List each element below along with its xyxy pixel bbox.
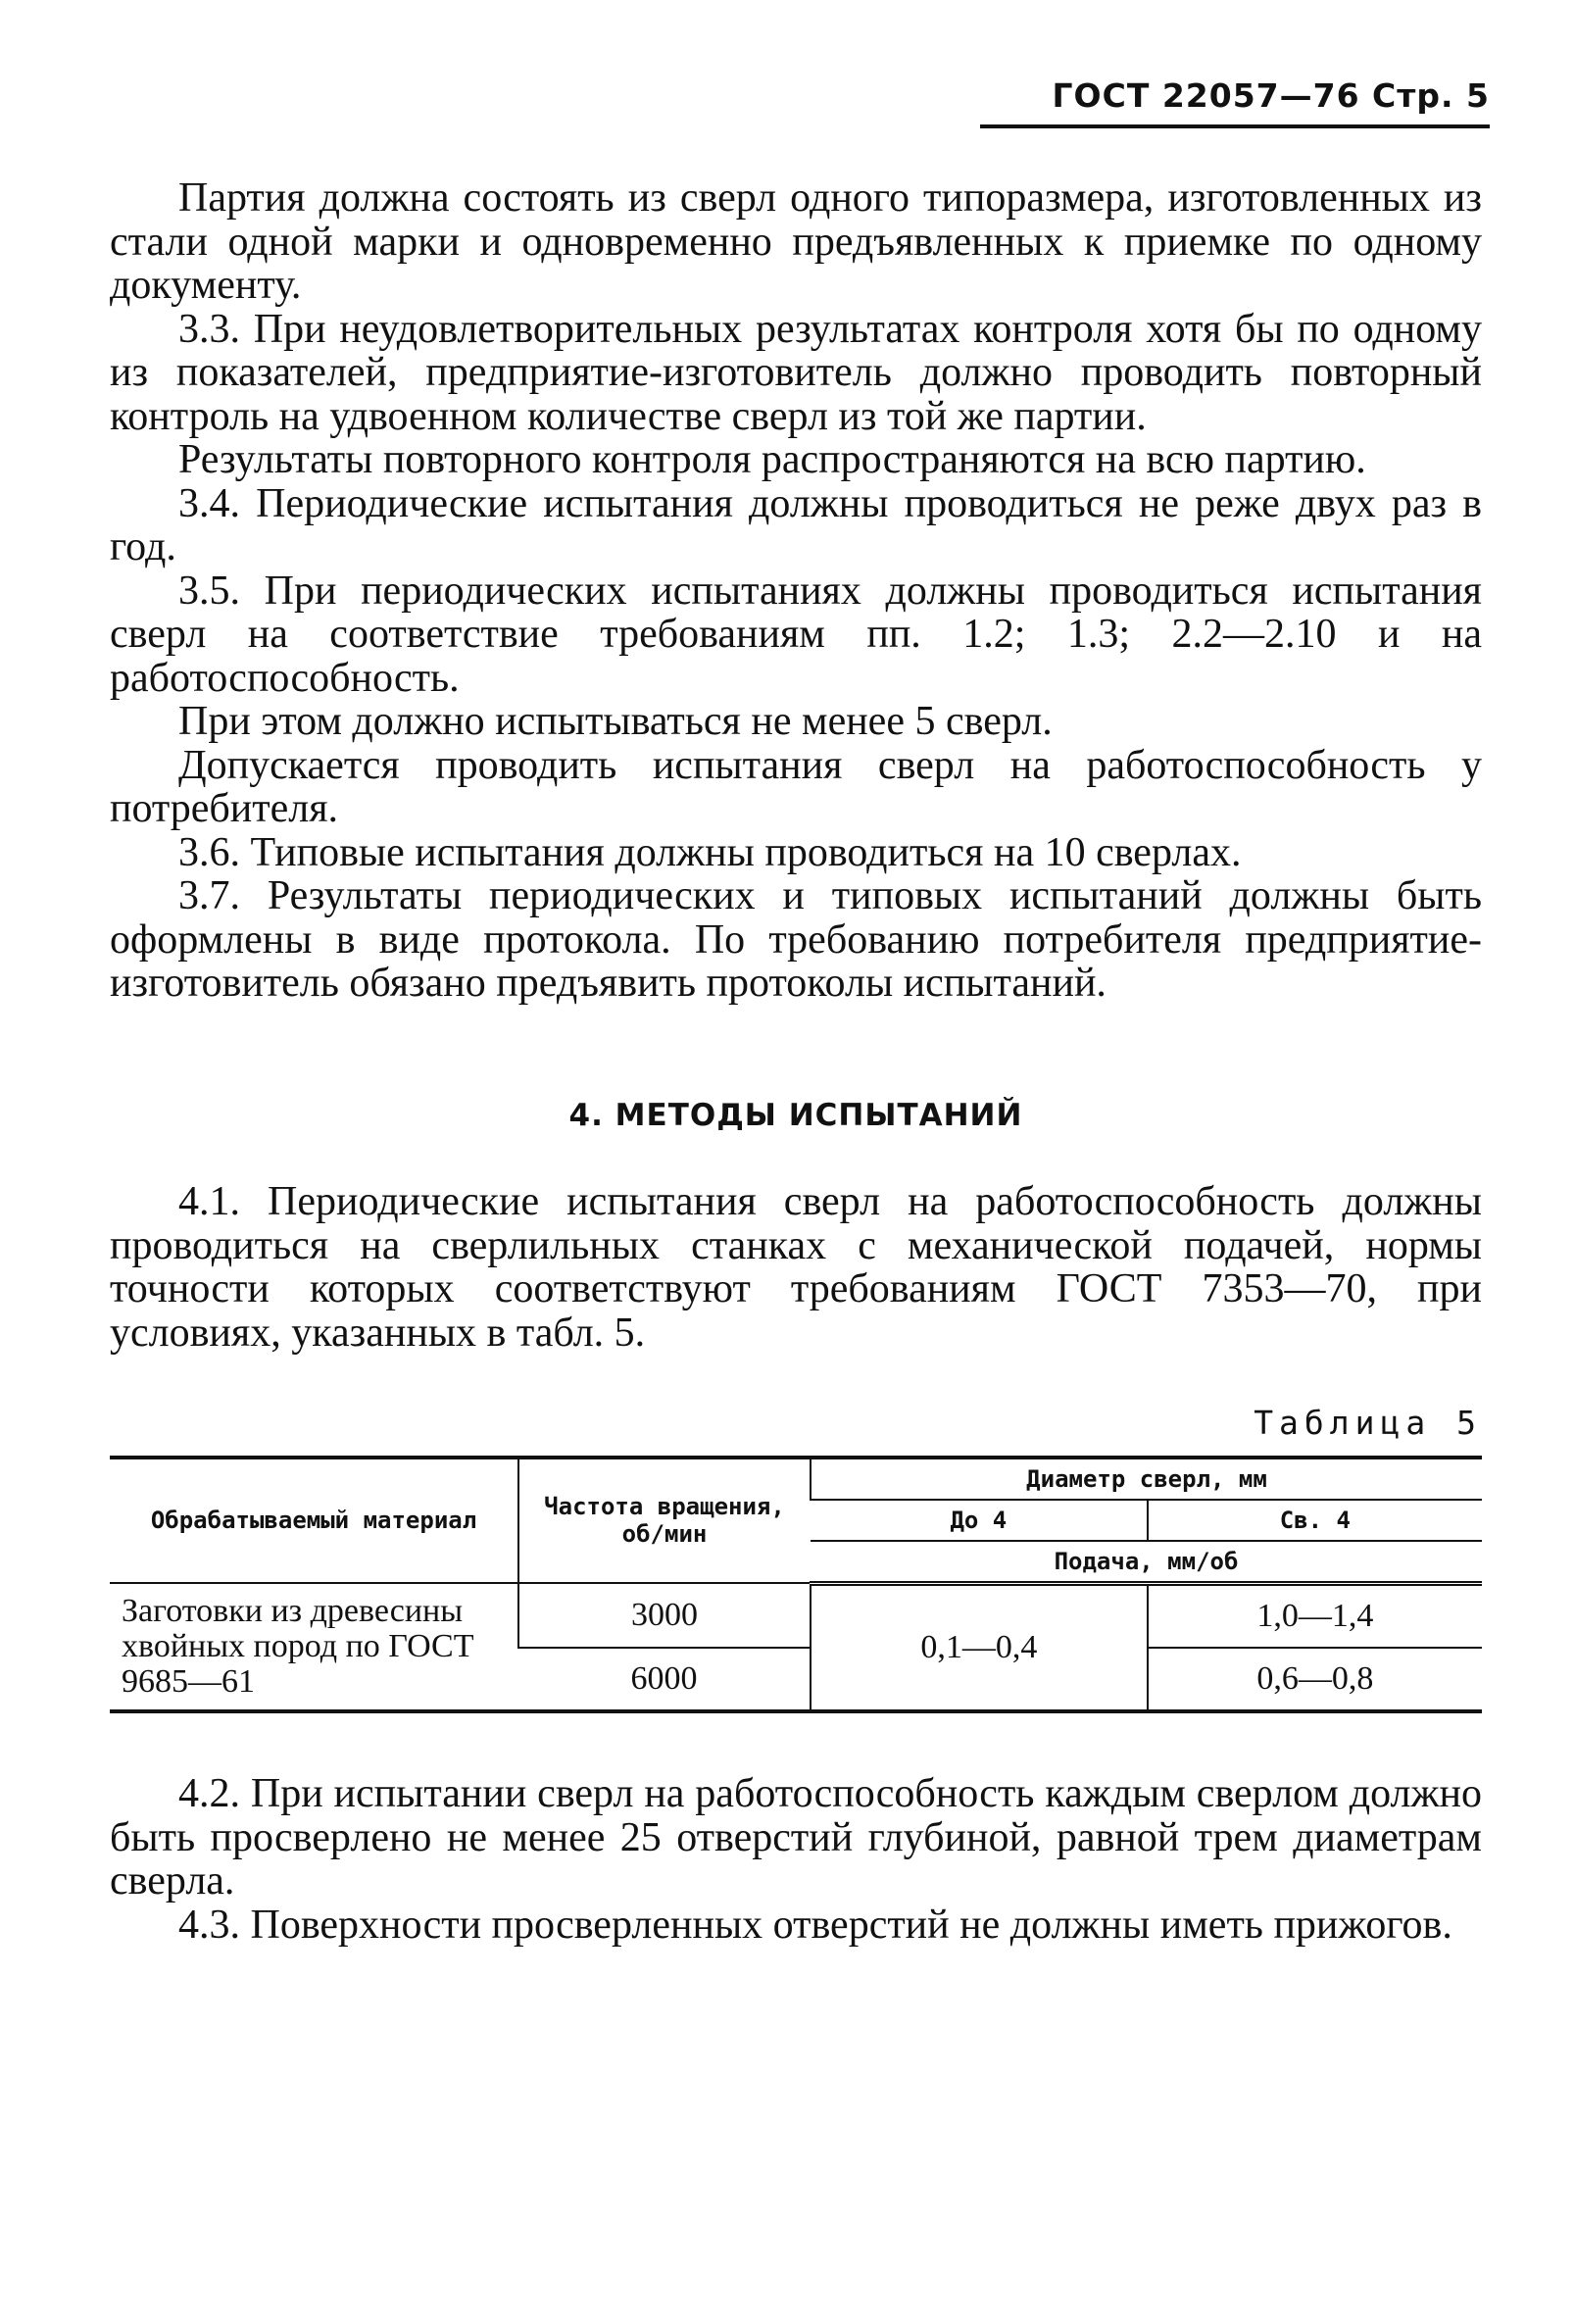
paragraph-min-drills: При этом должно испытываться не менее 5 сверл. [178, 699, 1053, 744]
test-conditions-table [110, 1456, 1482, 1714]
table-header-material: Обрабатываемый материал [110, 1458, 518, 1584]
paragraph-3-4: 3.4. Периодические испытания должны проводиться не реже двух раз в год. [110, 480, 1482, 569]
table-cell-feed-upto4: 0,1—0,4 [811, 1583, 1148, 1711]
running-header: ГОСТ 22057—76 Стр. 5 [980, 76, 1490, 128]
paragraph-consumer-testing: Допускается проводить испытания сверл на работоспособность у потребителя. [110, 742, 1482, 831]
table-row [110, 1583, 1482, 1648]
paragraph-3-7: 3.7. Результаты периодических и типовых испытаний должны быть оформлены в виде протокола. По требованию потребителя предприятие-изготовитель обязано предъявить протоколы испытаний. [110, 873, 1482, 1006]
paragraph-lot-definition: Партия должна состоять из сверл одного типоразмера, изготовленных из стали одной марки и одновременно предъявленных к приемке по одному документу. [110, 175, 1482, 308]
paragraph-3-5: 3.5. При периодических испытаниях должны проводиться испытания сверл на соответствие требованиям пп. 1.2; 1.3; 2.2—2.10 и на работоспособность. [110, 568, 1482, 701]
paragraph-4-3: 4.3. Поверхности просверленных отверстий не должны иметь прижогов. [178, 1902, 1452, 1948]
table-cell-speed-1: 3000 [518, 1583, 811, 1648]
table-cell-feed-over4-1: 1,0—1,4 [1148, 1583, 1482, 1648]
table-header-feed: Подача, мм/об [811, 1541, 1482, 1584]
paragraph-4-2: 4.2. При испытании сверл на работоспособность каждым сверлом должно быть просверлено не менее 25 отверстий глубиной, равной трем диаметрам сверла. [110, 1771, 1482, 1904]
table-caption: Таблица 5 [1254, 1404, 1482, 1442]
section-title: 4. МЕТОДЫ ИСПЫТАНИЙ [568, 1097, 1023, 1133]
document-body [110, 176, 1482, 1947]
paragraph-3-6: 3.6. Типовые испытания должны проводиться на 10 сверлах. [178, 829, 1242, 875]
table-cell-feed-over4-2: 0,6—0,8 [1148, 1648, 1482, 1711]
table-header-speed: Частота вращения, об/мин [518, 1458, 811, 1584]
paragraph-3-3: 3.3. При неудовлетворительных результатах контроля хотя бы по одному из показателей, предприятие-изготовитель должно проводить повторный контроль на удвоенном количестве сверл из той же партии. [110, 306, 1482, 439]
table-header-upto4: До 4 [811, 1500, 1148, 1541]
paragraph-repeat-control: Результаты повторного контроля распространяются на всю партию. [178, 437, 1366, 482]
table-header-diameter: Диаметр сверл, мм [811, 1458, 1482, 1500]
paragraph-4-1: 4.1. Периодические испытания сверл на работоспособность должны проводиться на сверлильных станках с механической подачей, нормы точности которых соответствуют требованиям ГОСТ 7353—70, при условиях, указанных в табл. 5. [110, 1179, 1482, 1356]
table-header-over4: Св. 4 [1148, 1500, 1482, 1541]
table-cell-material: Заготовки из древесины хвойных пород по ГОСТ 9685—61 [122, 1593, 474, 1700]
table-cell-speed-2: 6000 [630, 1659, 698, 1697]
